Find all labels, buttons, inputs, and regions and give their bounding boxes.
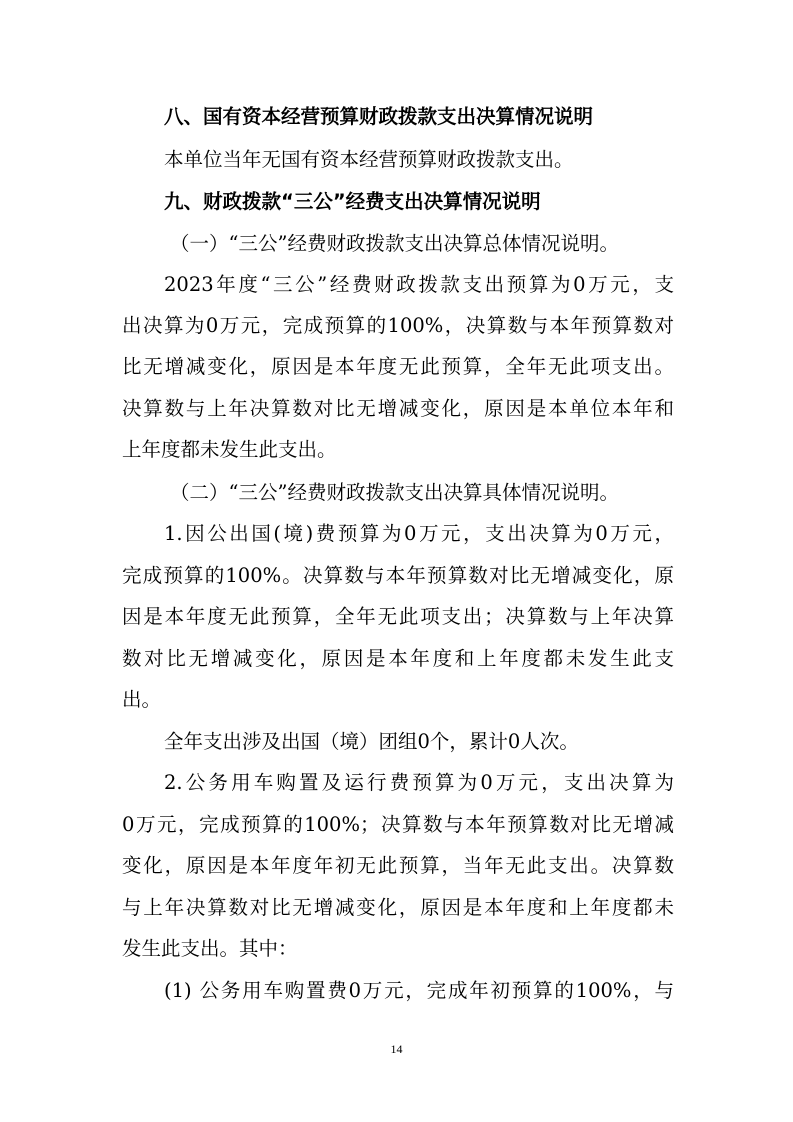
subsection-1-line-4: 决算数与上年决算数对比无增减变化，原因是本单位本年和: [122, 397, 674, 420]
item-2-line-2: 0万元，完成预算的100%；决算数与本年预算数对比无增减: [122, 813, 674, 836]
item-2-line-5: 发生此支出。其中：: [122, 937, 298, 960]
subsection-1-title: （一）“三公”经费财政拨款支出决算总体情况说明。: [170, 232, 619, 255]
section-8-heading: 八、国有资本经营预算财政拨款支出决算情况说明: [164, 105, 594, 128]
item-1-line-5: 出。: [122, 688, 162, 711]
subsection-2-title: （二）“三公”经费财政拨款支出决算具体情况说明。: [170, 481, 619, 504]
item-2-sub-1: (1) 公务用车购置费0万元，完成年初预算的100%，与: [164, 979, 674, 1002]
item-2-line-3: 变化，原因是本年度年初无此预算，当年无此支出。决算数: [122, 854, 674, 877]
item-1-line-3: 因是本年度无此预算，全年无此项支出；决算数与上年决算: [122, 605, 674, 628]
item-1-line-4: 数对比无增减变化，原因是本年度和上年度都未发生此支: [122, 647, 674, 670]
section-9-heading: 九、财政拨款“三公”经费支出决算情况说明: [164, 190, 541, 213]
subsection-1-line-2: 出决算为0万元，完成预算的100%，决算数与本年预算数对: [122, 314, 674, 337]
subsection-1-line-1: 2023年度“三公”经费财政拨款支出预算为0万元，支: [164, 273, 674, 296]
item-2-line-1: 2.公务用车购置及运行费预算为0万元，支出决算为: [164, 771, 674, 794]
item-2-line-4: 与上年决算数对比无增减变化，原因是本年度和上年度都未: [122, 896, 674, 919]
item-1-line-1: 1.因公出国(境)费预算为0万元，支出决算为0万元，: [164, 522, 674, 545]
section-8-body: 本单位当年无国有资本经营预算财政拨款支出。: [164, 148, 574, 171]
item-1-extra: 全年支出涉及出国（境）团组0个，累计0人次。: [164, 730, 579, 753]
page-number: 14: [390, 1042, 403, 1056]
item-1-line-2: 完成预算的100%。决算数与本年预算数对比无增减变化，原: [122, 564, 674, 587]
subsection-1-line-3: 比无增减变化，原因是本年度无此预算，全年无此项支出。: [122, 355, 674, 378]
subsection-1-line-5: 上年度都未发生此支出。: [122, 438, 337, 461]
